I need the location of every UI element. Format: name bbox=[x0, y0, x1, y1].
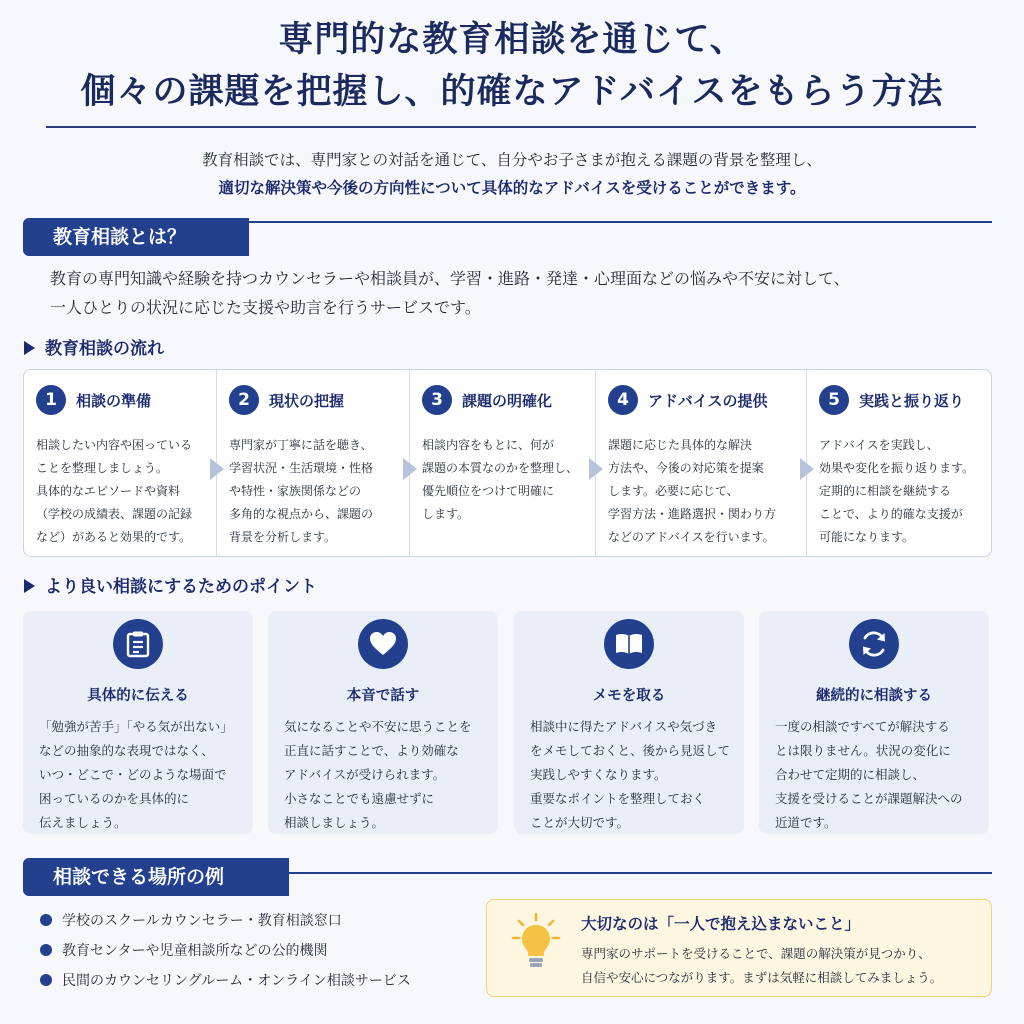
flow-step-1 bbox=[24, 370, 216, 556]
tip-box bbox=[486, 899, 992, 997]
refresh-icon bbox=[849, 619, 899, 669]
point-card-4 bbox=[759, 611, 989, 834]
flow-step-5 bbox=[806, 370, 991, 556]
bullet-dot-icon bbox=[40, 944, 52, 956]
bullet-dot-icon bbox=[40, 914, 52, 926]
triangle-bullet-icon bbox=[24, 579, 35, 593]
point-title: 本音で話す bbox=[346, 688, 420, 704]
step-number-badge: 3 bbox=[422, 385, 452, 415]
page-title-line-1: 専門的な教育相談を通じて、 bbox=[278, 20, 746, 60]
chevron-right-icon bbox=[589, 458, 603, 480]
point-card-3 bbox=[514, 611, 744, 834]
step-title: 相談の準備 bbox=[76, 391, 152, 410]
point-body: 一度の相談ですべてが解決する とは限りません。状況の変化に 合わせて定期的に相談し、 支援を受けることが課題解決への 近道です。 bbox=[775, 719, 963, 830]
step-title: 課題の明確化 bbox=[462, 391, 553, 410]
point-body: 「勉強が苦手」「やる気が出ない」 などの抽象的な表現ではなく、 いつ・どこで・どのような場面で 困っているのかを具体的に 伝えましょう。 bbox=[39, 719, 233, 830]
point-title: メモを取る bbox=[592, 688, 666, 704]
step-body: 相談したい内容や困っている ことを整理しましょう。 具体的なエピソードや資料 （学校の成績表、課題の記録 など）があると効果的です。 bbox=[36, 438, 193, 544]
point-title: 具体的に伝える bbox=[87, 688, 189, 704]
page-title bbox=[0, 14, 1024, 118]
step-body: 専門家が丁寧に話を聴き、 学習状況・生活環境・性格 や特性・家族関係などの 多角的な視点から、課題の 背景を分析します。 bbox=[229, 438, 374, 544]
about-line-2: 一人ひとりの状況に応じた支援や助言を行うサービスです。 bbox=[50, 298, 481, 317]
step-title: 現状の把握 bbox=[269, 391, 345, 410]
points-heading-text: より良い相談にするためのポイント bbox=[45, 577, 317, 597]
tip-title: 大切なのは「一人で抱え込まないこと」 bbox=[581, 915, 861, 933]
tip-body: 専門家のサポートを受けることで、課題の解決策が見つかり、 自信や安心につながります。まずは気軽に相談してみましょう。 bbox=[581, 946, 943, 985]
step-body: 相談内容をもとに、何が 課題の本質なのかを整理し、 優先順位をつけて明確に します。 bbox=[422, 438, 579, 521]
list-item bbox=[40, 906, 480, 936]
lightbulb-icon bbox=[511, 912, 561, 972]
list-item bbox=[40, 936, 480, 966]
flow-steps bbox=[23, 369, 992, 557]
intro-text bbox=[0, 146, 1024, 202]
point-card-2 bbox=[268, 611, 498, 834]
point-title: 継続的に相談する bbox=[816, 688, 932, 704]
title-divider bbox=[46, 126, 976, 128]
points-heading bbox=[24, 575, 317, 599]
about-description bbox=[50, 264, 990, 322]
section-rule-places bbox=[289, 872, 992, 874]
point-body: 相談中に得たアドバイスや気づき をメモしておくと、後から見返して 実践しやすくなります。 重要なポイントを整理しておく ことが大切です。 bbox=[530, 719, 731, 830]
step-number-badge: 2 bbox=[229, 385, 259, 415]
flow-step-3 bbox=[409, 370, 595, 556]
heart-icon bbox=[358, 619, 408, 669]
step-title: 実践と振り返り bbox=[859, 391, 965, 410]
clipboard-icon bbox=[113, 619, 163, 669]
step-number-badge: 1 bbox=[36, 385, 66, 415]
flow-heading bbox=[24, 337, 164, 361]
page-title-line-2: 個々の課題を把握し、的確なアドバイスをもらう方法 bbox=[80, 72, 944, 112]
list-item bbox=[40, 966, 480, 996]
step-number-badge: 5 bbox=[819, 385, 849, 415]
point-body: 気になることや不安に思うことを 正直に話すことで、より効確な アドバイスが受けられます。 小さなことでも遠慮せずに 相談しましょう。 bbox=[284, 719, 472, 830]
point-card-1 bbox=[23, 611, 253, 834]
chevron-right-icon bbox=[210, 458, 224, 480]
place-text: 教育センターや児童相談所などの公的機関 bbox=[62, 943, 328, 959]
intro-line-2: 適切な解決策や今後の方向性について具体的なアドバイスを受けることができます。 bbox=[218, 179, 806, 197]
place-text: 民間のカウンセリングルーム・オンライン相談サービス bbox=[62, 973, 411, 989]
step-body: アドバイスを実践し、 効果や変化を振り返ります。 定期的に相談を継続する ことで、より的確な支援が 可能になります。 bbox=[819, 438, 975, 544]
chevron-right-icon bbox=[403, 458, 417, 480]
places-list bbox=[40, 906, 480, 996]
flow-heading-text: 教育相談の流れ bbox=[45, 339, 164, 359]
step-title: アドバイスの提供 bbox=[648, 391, 768, 410]
chevron-right-icon bbox=[800, 458, 814, 480]
flow-step-4 bbox=[595, 370, 806, 556]
section-heading-about: 教育相談とは？ bbox=[23, 218, 249, 256]
bullet-dot-icon bbox=[40, 974, 52, 986]
book-icon bbox=[604, 619, 654, 669]
step-body: 課題に応じた具体的な解決 方法や、今後の対応策を提案 します。必要に応じて、 学習方法・進路選択・関わり方 などのアドバイスを行います。 bbox=[608, 438, 777, 544]
place-text: 学校のスクールカウンセラー・教育相談窓口 bbox=[62, 913, 342, 929]
section-rule-about bbox=[249, 221, 992, 223]
about-line-1: 教育の専門知識や経験を持つカウンセラーや相談員が、学習・進路・発達・心理面などの悩みや不安に対して、 bbox=[50, 269, 850, 288]
triangle-bullet-icon bbox=[24, 341, 35, 355]
flow-step-2 bbox=[216, 370, 409, 556]
intro-line-1: 教育相談では、専門家との対話を通じて、自分やお子さまが抱える課題の背景を整理し、 bbox=[202, 151, 822, 169]
section-heading-places: 相談できる場所の例 bbox=[23, 858, 289, 896]
step-number-badge: 4 bbox=[608, 385, 638, 415]
